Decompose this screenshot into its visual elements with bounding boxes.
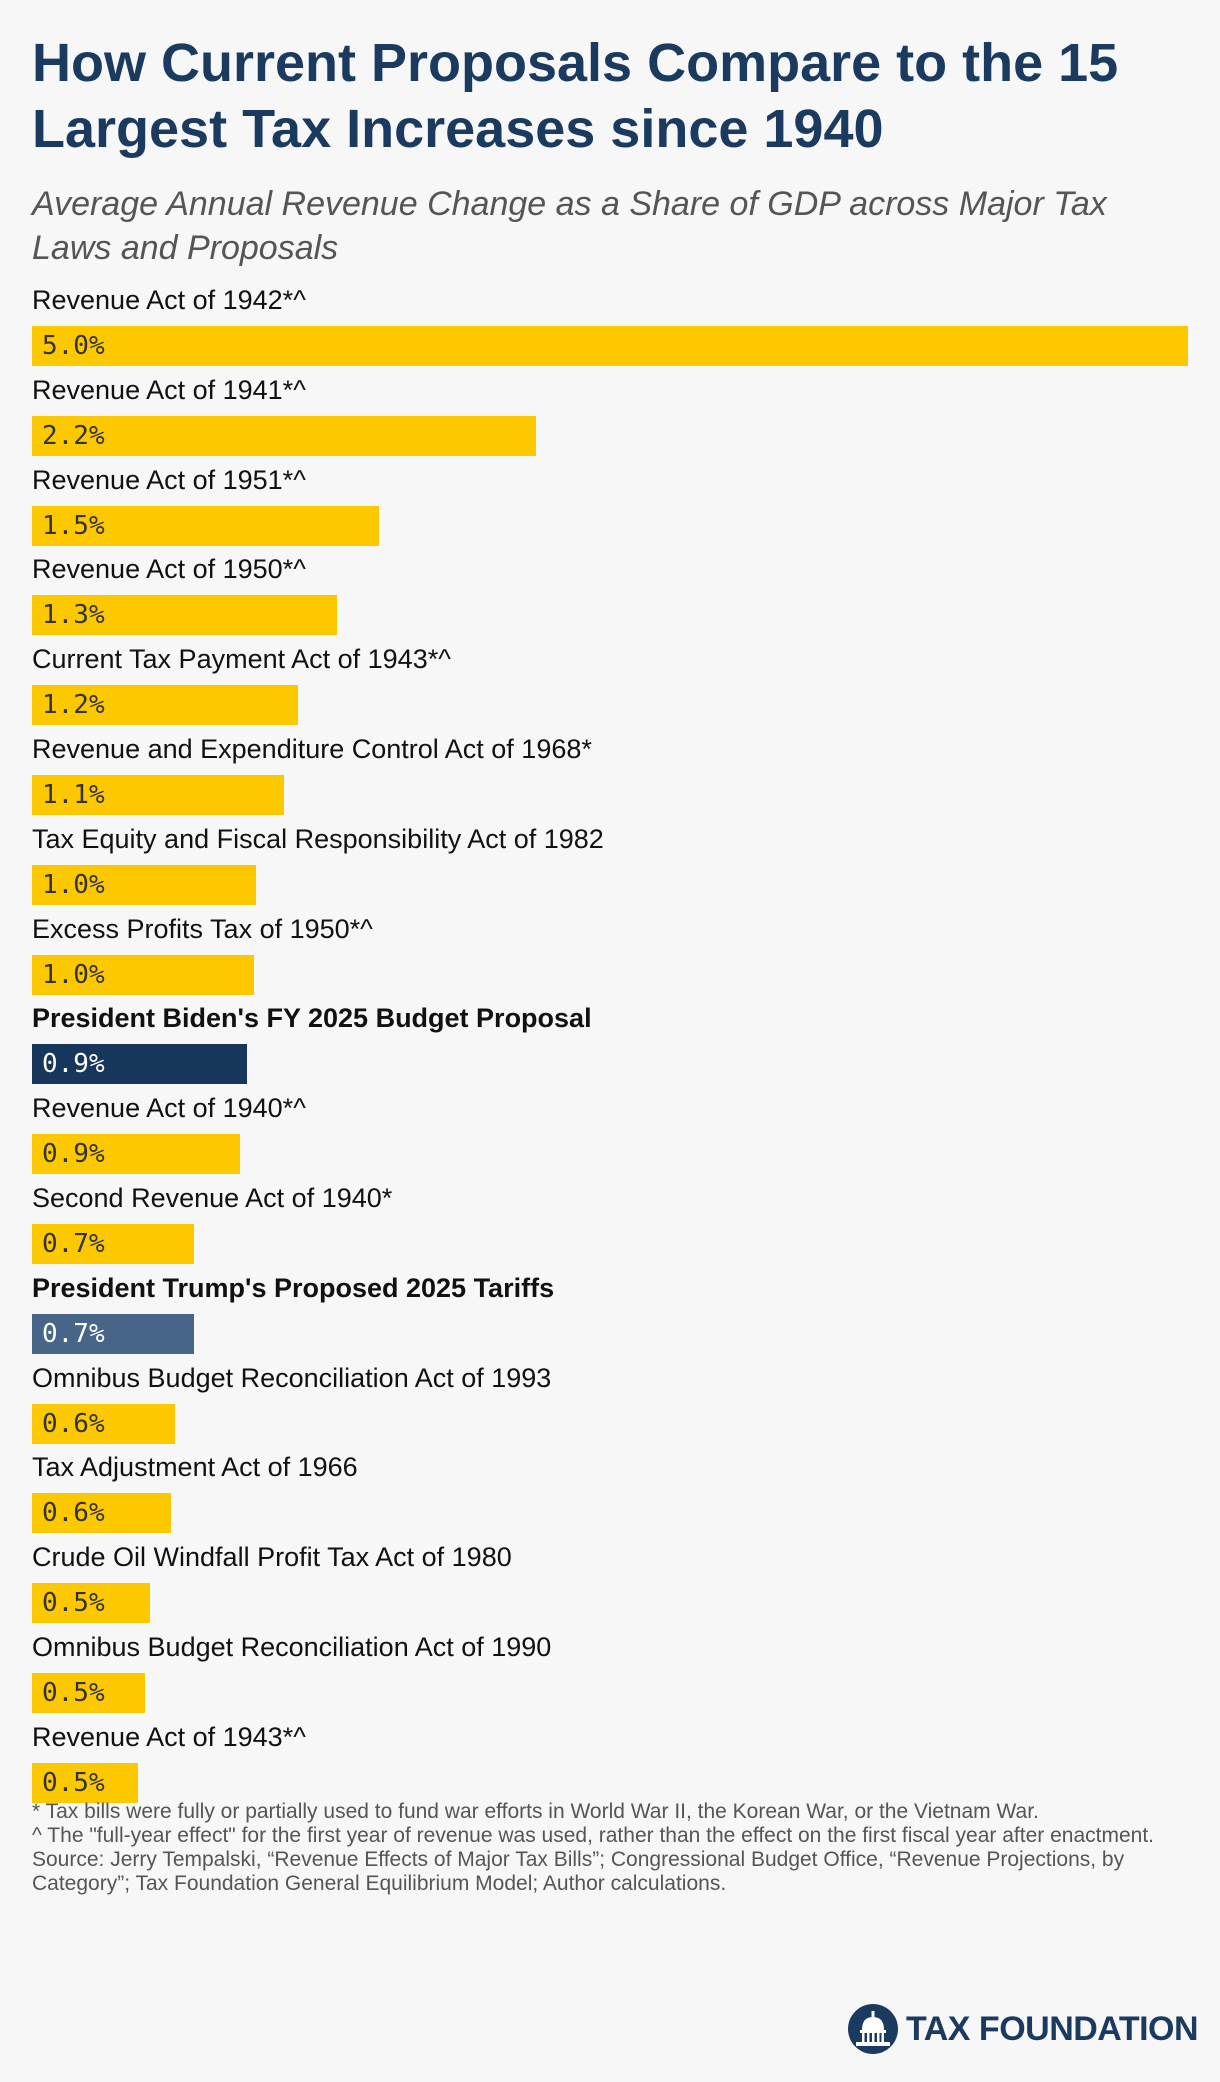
bar [32,955,254,995]
bar-value-label: 0.5% [42,1678,105,1708]
bar-value-label: 0.7% [42,1319,105,1349]
bar-row [32,1537,1192,1627]
page-title: How Current Proposals Compare to the 15 Largest Tax Increases since 1940 [32,33,1119,159]
bar-value-label: 0.9% [42,1049,105,1079]
bar-row [32,1447,1192,1537]
bar-label: Crude Oil Windfall Profit Tax Act of 1980 [32,1542,512,1572]
bar-row [32,549,1192,639]
bar-value-label: 1.0% [42,960,105,990]
bar-row [32,1268,1192,1358]
bar-label: President Biden's FY 2025 Budget Proposal [32,1003,592,1033]
bar-row [32,460,1192,550]
bar-row [32,1358,1192,1448]
note-war-footnote: * Tax bills were fully or partially used to fund war efforts in World War II, the Korean War, or the Vietnam War. [32,1800,1039,1823]
bar-row [32,1088,1192,1178]
bar-value-label: 0.5% [42,1768,105,1798]
bar [32,685,298,725]
bar-label: Revenue Act of 1951*^ [32,465,306,495]
bar [32,506,379,546]
bar-label: Tax Equity and Fiscal Responsibility Act of 1982 [32,824,604,854]
bar-row [32,370,1192,460]
bar [32,595,337,635]
bar [32,1404,175,1444]
bar-value-label: 1.1% [42,780,105,810]
bar-label: Revenue Act of 1940*^ [32,1093,306,1123]
bar-value-label: 0.7% [42,1229,105,1259]
bar-row [32,639,1192,729]
bar [32,1763,138,1803]
bar-row [32,819,1192,909]
bar-row [32,280,1192,370]
tax-foundation-logo [848,2004,1198,2054]
bar-row [32,909,1192,999]
bar [32,865,256,905]
bar-value-label: 1.3% [42,600,105,630]
bar-row [32,1717,1192,1807]
note-full-year-footnote: ^ The "full-year effect" for the first year of revenue was used, rather than the effect on the first fiscal year after enactment. [32,1824,1154,1847]
bar-label: Revenue Act of 1941*^ [32,375,306,405]
bar-label: Revenue Act of 1950*^ [32,554,306,584]
bar-label: Revenue and Expenditure Control Act of 1968* [32,734,592,764]
bar-chart [0,280,1220,1810]
bar-value-label: 5.0% [42,331,105,361]
bar-value-label: 0.6% [42,1409,105,1439]
bar-label: Second Revenue Act of 1940* [32,1183,393,1213]
capitol-dome-icon [848,2004,898,2054]
bar [32,326,1188,366]
bar-value-label: 2.2% [42,421,105,451]
bar [32,1314,194,1354]
bar-label: Tax Adjustment Act of 1966 [32,1452,358,1482]
bar-value-label: 1.2% [42,690,105,720]
bar-row [32,729,1192,819]
bar-label: Revenue Act of 1942*^ [32,285,306,315]
bar-label: Excess Profits Tax of 1950*^ [32,914,373,944]
bar-row [32,1178,1192,1268]
bar-value-label: 1.0% [42,870,105,900]
chart-subtitle: Average Annual Revenue Change as a Share of GDP across Major Tax Laws and Proposals [32,185,1107,267]
bar-value-label: 1.5% [42,511,105,541]
note-source: Source: Jerry Tempalski, “Revenue Effects of Major Tax Bills”; Congressional Budget Office, “Revenue Projections, by Category”; Tax Foundation General Equilibrium Model; Author calculations. [32,1848,1125,1895]
bar-value-label: 0.5% [42,1588,105,1618]
bar-row [32,998,1192,1088]
bar-label: Omnibus Budget Reconciliation Act of 1993 [32,1363,552,1393]
bar-value-label: 0.9% [42,1139,105,1169]
bar [32,416,536,456]
bar [32,775,284,815]
bar-label: Omnibus Budget Reconciliation Act of 1990 [32,1632,552,1662]
bar [32,1673,145,1713]
bar [32,1134,240,1174]
bar [32,1044,247,1084]
bar [32,1583,150,1623]
bar-label: Current Tax Payment Act of 1943*^ [32,644,451,674]
bar-label: President Trump's Proposed 2025 Tariffs [32,1273,555,1303]
chart-notes [32,1800,1192,1896]
bar-row [32,1627,1192,1717]
bar [32,1224,194,1264]
bar-label: Revenue Act of 1943*^ [32,1722,306,1752]
bar [32,1493,171,1533]
logo-text: TAX FOUNDATION [906,2009,1199,2048]
bar-value-label: 0.6% [42,1498,105,1528]
